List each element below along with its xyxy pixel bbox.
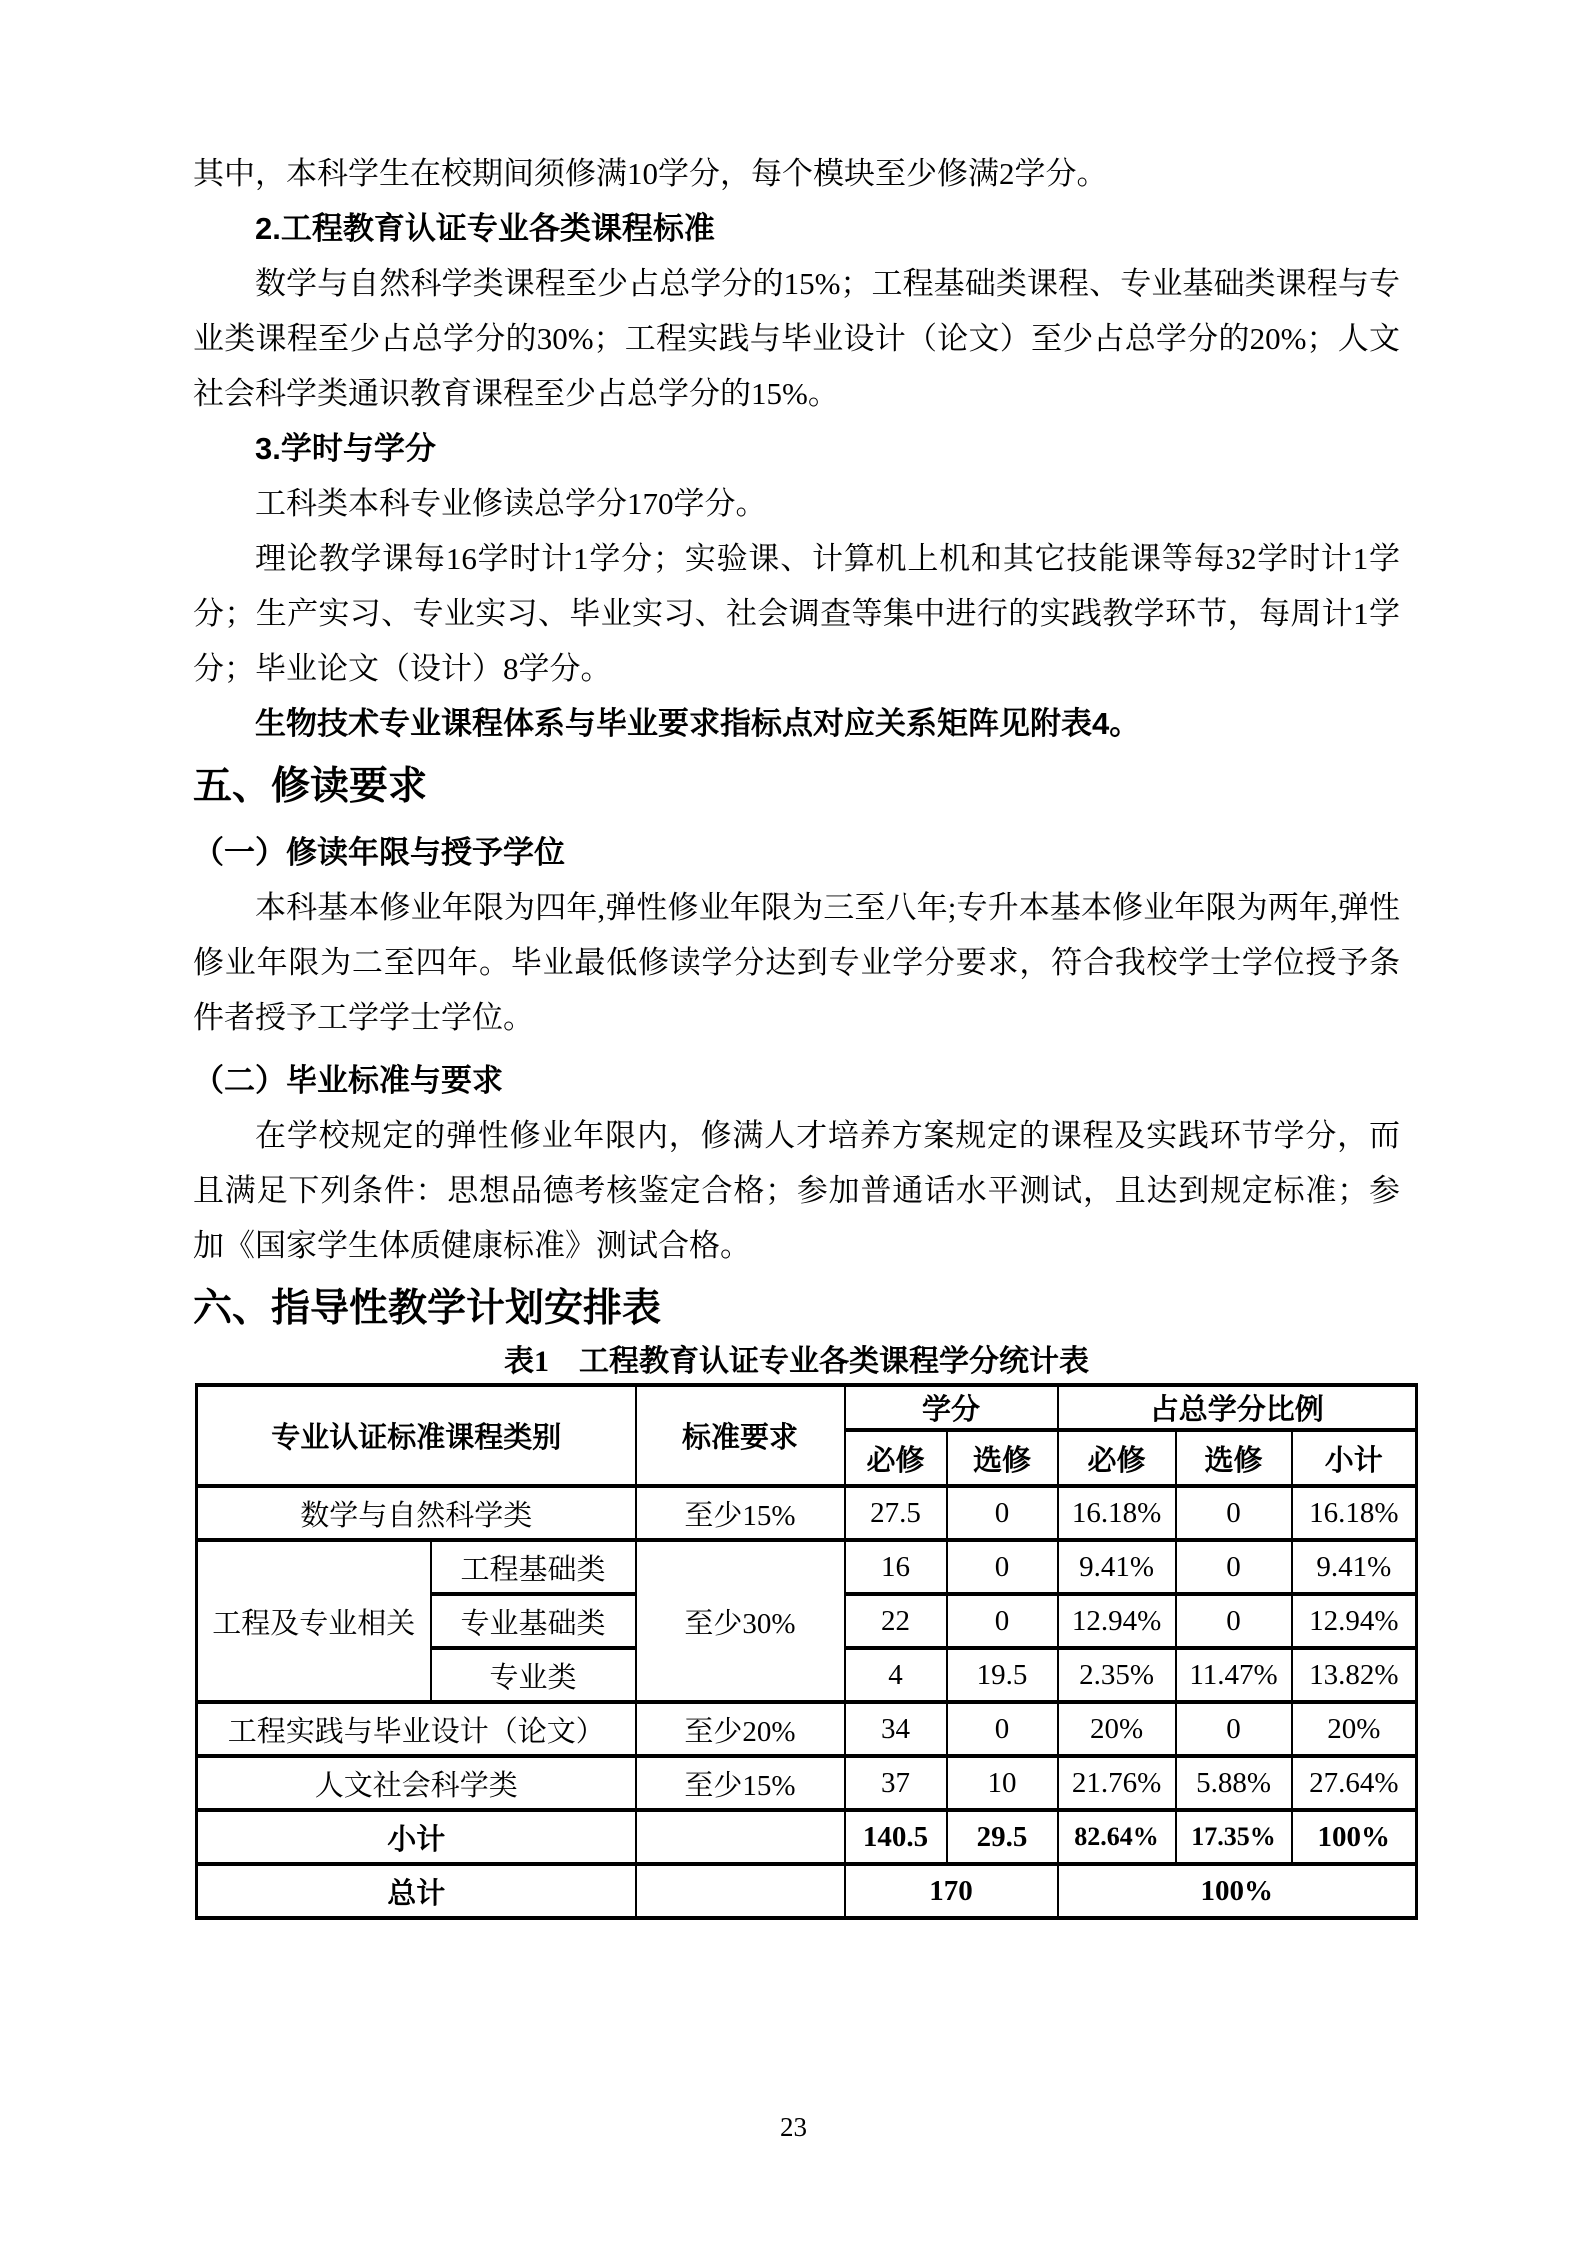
header-subtotal: 小计 xyxy=(1292,1430,1417,1486)
header-required-credits: 必修 xyxy=(845,1430,947,1486)
cell-required-credits: 22 xyxy=(845,1594,947,1648)
cell-required-credits: 37 xyxy=(845,1756,947,1810)
table-row-eng-basic xyxy=(197,1540,1417,1594)
header-category: 专业认证标准课程类别 xyxy=(197,1385,636,1486)
header-required-ratio: 必修 xyxy=(1058,1430,1176,1486)
heading-5-1: （一）修读年限与授予学位 xyxy=(193,835,565,870)
paragraph-matrix-note: 生物技术专业课程体系与毕业要求指标点对应关系矩阵见附表4。 xyxy=(255,706,1141,741)
cell-required-credits: 4 xyxy=(845,1648,947,1702)
cell-subtotal: 16.18% xyxy=(1292,1486,1417,1540)
header-requirement: 标准要求 xyxy=(636,1385,845,1486)
cell-subcategory: 专业类 xyxy=(431,1648,636,1702)
paragraph-study-years: 本科基本修业年限为四年,弹性修业年限为三至八年;专升本基本修业年限为两年,弹性修业年限为二至四年。毕业最低修读学分达到专业学分要求，符合我校学士学位授予条件者授予工学学士学位。 xyxy=(193,890,1400,1035)
cell-elective-credits: 19.5 xyxy=(947,1648,1058,1702)
paragraph-grad-requirements: 在学校规定的弹性修业年限内，修满人才培养方案规定的课程及实践环节学分，而且满足下列条件：思想品德考核鉴定合格；参加普通话水平测试，且达到规定标准；参加《国家学生体质健康标准》测试合格。 xyxy=(193,1118,1400,1263)
header-elective-credits: 选修 xyxy=(947,1430,1058,1486)
cell-subcategory: 工程基础类 xyxy=(431,1540,636,1594)
paragraph-class-hours: 理论教学课每16学时计1学分；实验课、计算机上机和其它技能课等每32学时计1学分；生产实习、专业实习、毕业实习、社会调查等集中进行的实践教学环节，每周计1学分；毕业论文（设计）8学分。 xyxy=(193,541,1400,686)
cell-required-ratio: 20% xyxy=(1058,1702,1176,1756)
cell-category: 数学与自然科学类 xyxy=(197,1486,636,1540)
cell-elective-credits: 0 xyxy=(947,1486,1058,1540)
heading-num-3: 3.学时与学分 xyxy=(255,431,436,466)
paragraph-continuation: 其中，本科学生在校期间须修满10学分，每个模块至少修满2学分。 xyxy=(193,156,1108,191)
paragraph-cert-standards: 数学与自然科学类课程至少占总学分的15%；工程基础类课程、专业基础类课程与专业类课程至少占总学分的30%；工程实践与毕业设计（论文）至少占总学分的20%；人文社会科学类通识教育课程至少占总学分的15%。 xyxy=(193,266,1400,411)
page-number: 23 xyxy=(780,2112,807,2142)
cell-elective-credits: 29.5 xyxy=(947,1810,1058,1864)
cell-elective-credits: 0 xyxy=(947,1594,1058,1648)
heading-section-6: 六、指导性教学计划安排表 xyxy=(193,1287,662,1330)
cell-subtotal: 9.41% xyxy=(1292,1540,1417,1594)
heading-5-2: （二）毕业标准与要求 xyxy=(193,1063,503,1098)
paragraph-total-credits: 工科类本科专业修读总学分170学分。 xyxy=(255,486,767,521)
table-row-practice xyxy=(197,1702,1417,1756)
heading-section-5: 五、修读要求 xyxy=(193,765,428,808)
cell-subcategory: 专业基础类 xyxy=(431,1594,636,1648)
cell-required-ratio: 21.76% xyxy=(1058,1756,1176,1810)
cell-required-credits: 34 xyxy=(845,1702,947,1756)
cell-elective-ratio: 0 xyxy=(1176,1540,1292,1594)
cell-subtotal: 27.64% xyxy=(1292,1756,1417,1810)
header-ratio: 占总学分比例 xyxy=(1058,1385,1417,1430)
cell-total-credits: 170 xyxy=(845,1864,1058,1918)
table-row-total xyxy=(197,1864,1417,1918)
cell-required-credits: 16 xyxy=(845,1540,947,1594)
table-row-subtotal xyxy=(197,1810,1417,1864)
cell-elective-credits: 0 xyxy=(947,1540,1058,1594)
table-header-row-1 xyxy=(197,1385,1417,1430)
cell-total-ratio: 100% xyxy=(1058,1864,1417,1918)
cell-required-ratio: 12.94% xyxy=(1058,1594,1176,1648)
cell-required-ratio: 2.35% xyxy=(1058,1648,1176,1702)
header-elective-ratio: 选修 xyxy=(1176,1430,1292,1486)
cell-elective-ratio: 0 xyxy=(1176,1486,1292,1540)
cell-requirement: 至少15% xyxy=(636,1486,845,1540)
cell-elective-ratio: 0 xyxy=(1176,1594,1292,1648)
cell-required-ratio: 9.41% xyxy=(1058,1540,1176,1594)
cell-required-credits: 27.5 xyxy=(845,1486,947,1540)
cell-elective-credits: 10 xyxy=(947,1756,1058,1810)
cell-total-label: 总计 xyxy=(197,1864,636,1918)
table-row-math xyxy=(197,1486,1417,1540)
cell-elective-ratio: 11.47% xyxy=(1176,1648,1292,1702)
cell-elective-ratio: 5.88% xyxy=(1176,1756,1292,1810)
cell-required-ratio: 82.64% xyxy=(1058,1810,1176,1864)
cell-requirement: 至少30% xyxy=(636,1540,845,1702)
table-caption: 表1 工程教育认证专业各类课程学分统计表 xyxy=(504,1345,1089,1378)
cell-subtotal: 13.82% xyxy=(1292,1648,1417,1702)
cell-requirement: 至少20% xyxy=(636,1702,845,1756)
table-row-humanities xyxy=(197,1756,1417,1810)
cell-required-ratio: 16.18% xyxy=(1058,1486,1176,1540)
cell-elective-credits: 0 xyxy=(947,1702,1058,1756)
credit-statistics-table xyxy=(195,1383,1418,1920)
cell-requirement-empty xyxy=(636,1810,845,1864)
cell-requirement-empty xyxy=(636,1864,845,1918)
heading-num-2: 2.工程教育认证专业各类课程标准 xyxy=(255,211,715,246)
cell-subtotal-label: 小计 xyxy=(197,1810,636,1864)
cell-category: 工程实践与毕业设计（论文） xyxy=(197,1702,636,1756)
cell-category: 人文社会科学类 xyxy=(197,1756,636,1810)
cell-requirement: 至少15% xyxy=(636,1756,845,1810)
cell-subtotal: 20% xyxy=(1292,1702,1417,1756)
header-credits: 学分 xyxy=(845,1385,1058,1430)
cell-subtotal: 12.94% xyxy=(1292,1594,1417,1648)
cell-elective-ratio: 17.35% xyxy=(1176,1810,1292,1864)
cell-required-credits: 140.5 xyxy=(845,1810,947,1864)
cell-category-group: 工程及专业相关 xyxy=(197,1540,431,1702)
cell-subtotal: 100% xyxy=(1292,1810,1417,1864)
cell-elective-ratio: 0 xyxy=(1176,1702,1292,1756)
